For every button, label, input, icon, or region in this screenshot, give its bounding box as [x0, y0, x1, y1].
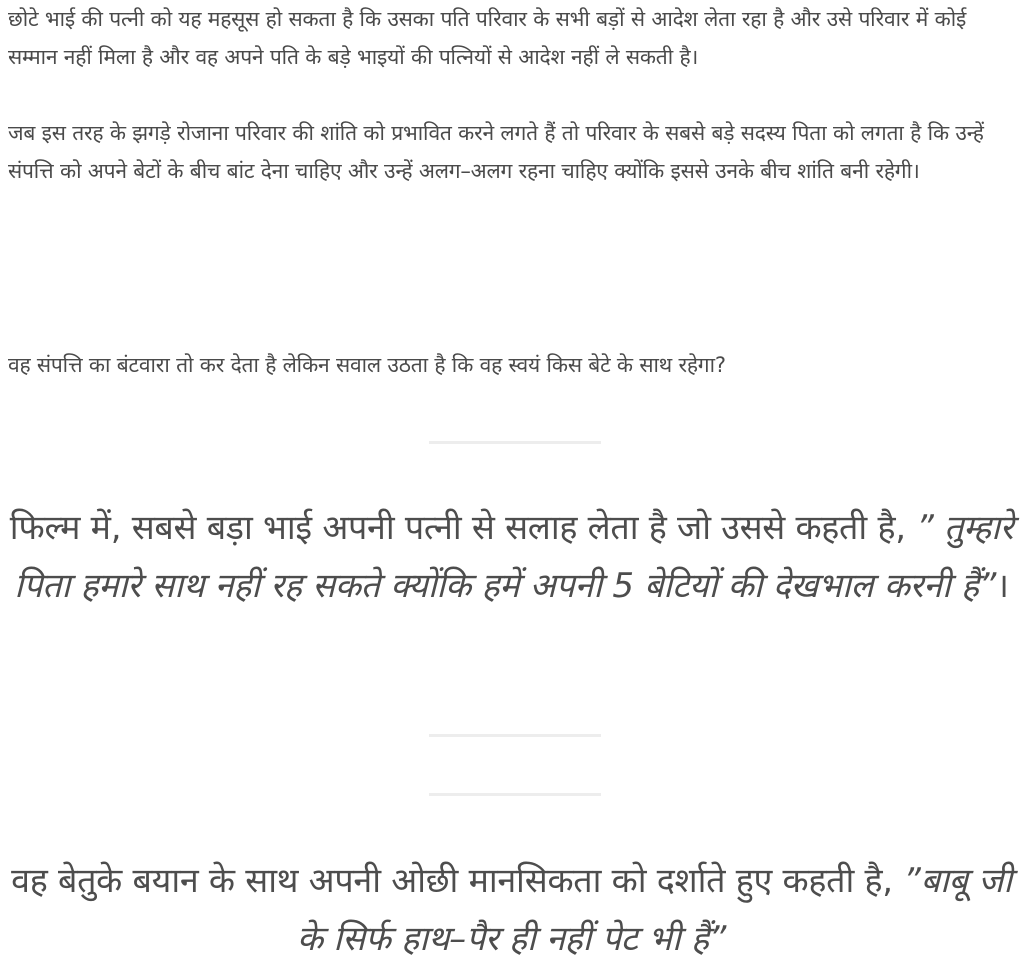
separator-lower: [429, 793, 601, 796]
pull-quote-2-lead: वह बेतुके बयान के साथ अपनी ओछी मानसिकता को दर्शाते हुए कहती है,: [11, 861, 893, 901]
pull-quote-2: [4, 852, 1019, 968]
pull-quote-1-lead: फिल्म में, सबसे बड़ा भाई अपनी पत्नी से सलाह लेता है जो उससे कहती है,: [9, 508, 906, 548]
pull-quote-1-tail: ।: [996, 566, 1009, 606]
pull-quote-1-quote: ” तुम्हारे पिता हमारे साथ नहीं रह सकते क्योंकि हमें अपनी 5 बेटियों की देखभाल करनी हैं”: [14, 508, 1014, 606]
paragraph-1: छोटे भाई की पत्नी को यह महसूस हो सकता है कि उसका पति परिवार के सभी बड़ों से आदेश लेता रहा है और उसे परिवार में कोई सम्मान नहीं मिला है और वह अपने पति के बड़े भाइयों की पत्नियों से आदेश नहीं ले सकती है।: [8, 7, 967, 69]
pull-quote-2-quote: ”बाबू जी के सिर्फ हाथ–पैर ही नहीं पेट भी हैं”: [296, 861, 1012, 959]
paragraph-3: वह संपत्ति का बंटवारा तो कर देता है लेकिन सवाल उठता है कि वह स्वयं किस बेटे के साथ रहेगा?: [8, 353, 726, 377]
separator-middle: [429, 734, 601, 737]
pull-quote-1: [4, 499, 1019, 615]
separator-top: [429, 441, 601, 444]
paragraph-2: जब इस तरह के झगड़े रोजाना परिवार की शांति को प्रभावित करने लगते हैं तो परिवार के सबसे बड़े सदस्य पिता को लगता है कि उन्हें संपत्ति को अपने बेटों के बीच बांट देना चाहिए और उन्हें अलग–अलग रहना चाहिए क्योंकि इससे उनके बीच शांति बनी रहेगी।: [8, 121, 984, 183]
